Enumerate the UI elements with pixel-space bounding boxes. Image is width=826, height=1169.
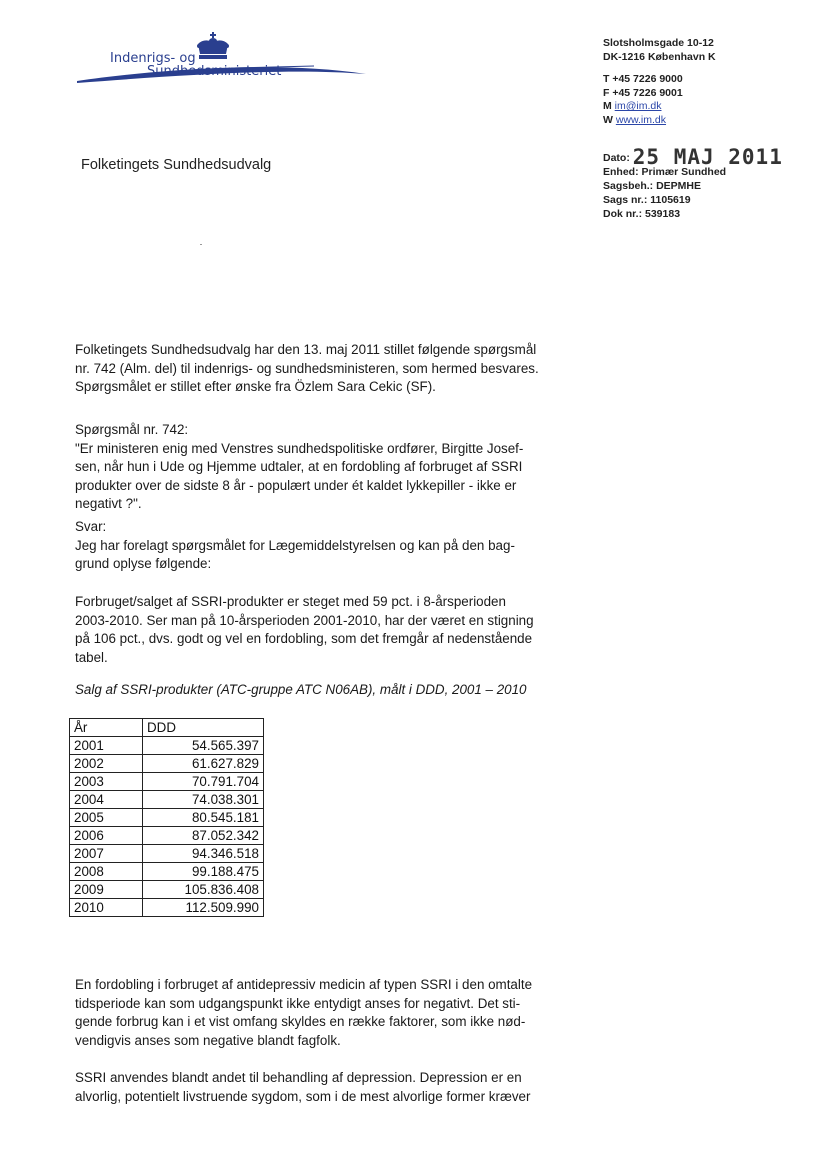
document-meta [603, 145, 783, 221]
depression-paragraph [75, 1069, 565, 1106]
year-cell: 2007 [70, 845, 143, 863]
answer-label: Svar: [75, 519, 107, 534]
text-line: sen, når hun i Ude og Hjemme udtaler, at en fordobling af forbruget af SSRI [75, 459, 523, 474]
table-row [70, 737, 264, 755]
web-prefix: W [603, 113, 613, 126]
mail-prefix: M [603, 100, 612, 112]
table-caption: Salg af SSRI-produkter (ATC-gruppe ATC N06AB), målt i DDD, 2001 – 2010 [75, 682, 527, 697]
header-ddd: DDD [143, 719, 264, 737]
table-row [70, 755, 264, 773]
ministry-logo [74, 30, 374, 90]
year-cell: 2001 [70, 737, 143, 755]
sagsbeh: Sagsbeh.: DEPMHE [603, 180, 702, 192]
ddd-cell: 80.545.181 [143, 809, 264, 827]
text-line: negativt ?". [75, 496, 142, 511]
text-line: Folketingets Sundhedsudvalg har den 13. maj 2011 stillet følgende spørgsmål [75, 342, 537, 357]
question-label: Spørgsmål nr. 742: [75, 422, 189, 437]
address-line1: Slotsholmsgade 10-12 [603, 37, 714, 49]
logo-line1: Indenrigs- og [110, 51, 196, 66]
ddd-cell: 94.346.518 [143, 845, 264, 863]
web-link[interactable]: www.im.dk [615, 113, 667, 126]
text-line: Jeg har forelagt spørgsmålet for Lægemiddelstyrelsen og kan på den bag- [75, 537, 515, 553]
mail-link[interactable]: im@im.dk [614, 100, 662, 112]
year-cell: 2005 [70, 809, 143, 827]
table-row [70, 899, 264, 917]
text-line: Spørgsmålet er stillet efter ønske fra Özlem Sara Cekic (SF). [75, 379, 436, 394]
ddd-cell: 70.791.704 [143, 773, 264, 791]
text-line: på 106 pct., dvs. godt og vel en fordobling, som det fremgår af nedenstående [75, 631, 533, 646]
phone: T +45 7226 9000 [603, 73, 683, 85]
dok-nr: Dok nr.: 539183 [603, 208, 681, 220]
logo-line2: Sundhedsministeriet [147, 64, 282, 79]
ddd-cell: 105.836.408 [143, 881, 264, 899]
fax: F +45 7226 9001 [603, 86, 683, 99]
year-cell: 2010 [70, 899, 143, 917]
text-line: tidsperiode kan som udgangspunkt ikke entydigt anses for negativt. Det sti- [75, 995, 521, 1011]
ddd-cell: 54.565.397 [143, 737, 264, 755]
year-cell: 2009 [70, 881, 143, 899]
answer-paragraph [75, 518, 565, 574]
text-line: "Er ministeren enig med Venstres sundhedspolitiske ordfører, Birgitte Josef- [75, 440, 524, 456]
table-row [70, 809, 264, 827]
year-cell: 2006 [70, 827, 143, 845]
table-header-row [70, 719, 264, 737]
table-row [70, 881, 264, 899]
text-line: produkter over de sidste 8 år - populært under ét kaldet lykkepiller - ikke er [75, 477, 517, 493]
date-stamp: 25 MAJ 2011 [632, 145, 783, 169]
enhed: Enhed: Primær Sundhed [603, 166, 727, 178]
text-line: vendigvis anses som negative blandt fagfolk. [75, 1032, 341, 1048]
ddd-cell: 112.509.990 [143, 899, 264, 917]
year-cell: 2002 [70, 755, 143, 773]
table-row [70, 863, 264, 881]
ddd-cell: 74.038.301 [143, 791, 264, 809]
text-line: alvorlig, potentielt livstruende sygdom, som i de mest alvorlige former kræver [75, 1088, 531, 1104]
table-row [70, 791, 264, 809]
question-paragraph [75, 421, 565, 514]
table-row [70, 845, 264, 863]
ddd-cell: 99.188.475 [143, 863, 264, 881]
year-cell: 2004 [70, 791, 143, 809]
ddd-cell: 61.627.829 [143, 755, 264, 773]
date-label: Dato: [603, 152, 630, 164]
text-line: grund oplyse følgende: [75, 556, 212, 571]
text-line: tabel. [75, 649, 108, 665]
date-line [603, 145, 783, 169]
recipient: Folketingets Sundhedsudvalg [81, 157, 272, 173]
sender-address [603, 37, 716, 127]
intro-paragraph [75, 341, 565, 397]
sales-paragraph [75, 593, 565, 667]
text-line: SSRI anvendes blandt andet til behandling af depression. Depression er en [75, 1070, 522, 1085]
mail-line [603, 100, 716, 114]
sags-nr: Sags nr.: 1105619 [603, 194, 691, 206]
address-line2: DK-1216 København K [603, 50, 716, 63]
conclusion-paragraph [75, 976, 565, 1050]
ddd-cell: 87.052.342 [143, 827, 264, 845]
header-year: År [70, 719, 143, 737]
table-row [70, 827, 264, 845]
text-line: Forbruget/salget af SSRI-produkter er steget med 59 pct. i 8-årsperioden [75, 594, 506, 609]
ddd-table [69, 718, 264, 917]
scan-speck [200, 244, 202, 245]
text-line: 2003-2010. Ser man på 10-årsperioden 2001-2010, har der været en stigning [75, 612, 534, 628]
table-row [70, 773, 264, 791]
year-cell: 2008 [70, 863, 143, 881]
text-line: nr. 742 (Alm. del) til indenrigs- og sundhedsministeren, som hermed besvares. [75, 360, 539, 376]
web-line [603, 114, 716, 128]
text-line: gende forbrug kan i et vist omfang skyldes en række faktorer, som ikke nød- [75, 1014, 526, 1029]
text-line: En fordobling i forbruget af antidepressiv medicin af typen SSRI i den omtalte [75, 977, 533, 992]
year-cell: 2003 [70, 773, 143, 791]
